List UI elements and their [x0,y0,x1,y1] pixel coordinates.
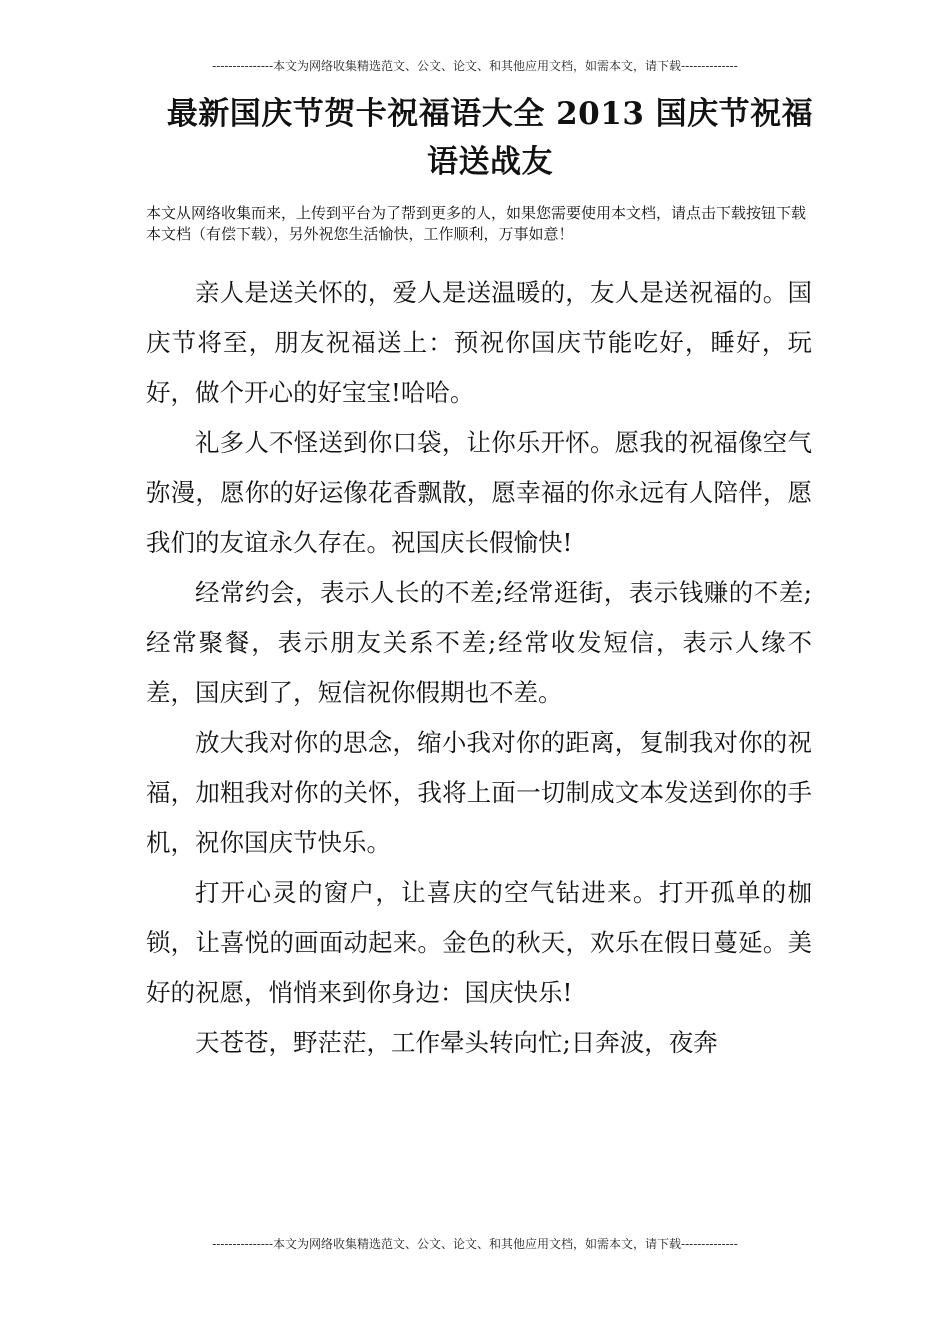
document-intro: 本文从网络收集而来，上传到平台为了帮到更多的人，如果您需要使用本文档，请点击下载按钮下载本文档（有偿下载），另外祝您生活愉快，工作顺利，万事如意！ [146,204,807,243]
header-banner: ---------------本文为网络收集精选范文、公文、论文、和其他应用文档，如需本文，请下载-------------- [212,59,738,73]
document-title: 最新国庆节贺卡祝福语大全 2013 国庆节祝福语送战友 [166,96,814,180]
paragraph: 天苍苍，野茫茫，工作晕头转向忙;日奔波，夜奔 [195,1028,718,1057]
paragraph: 礼多人不怪送到你口袋，让你乐开怀。愿我的祝福像空气弥漫，愿你的好运像花香飘散，愿幸福的你永远有人陪伴，愿我们的友谊永久存在。祝国庆长假愉快! [146,428,812,557]
document-body [146,268,812,1068]
paragraph: 打开心灵的窗户，让喜庆的空气钻进来。打开孤单的枷锁，让喜悦的画面动起来。金色的秋天，欢乐在假日蔓延。美好的祝愿，悄悄来到你身边：国庆快乐! [146,878,812,1007]
paragraph: 亲人是送关怀的，爱人是送温暖的，友人是送祝福的。国庆节将至，朋友祝福送上：预祝你国庆节能吃好，睡好，玩好，做个开心的好宝宝!哈哈。 [146,278,812,407]
paragraph: 放大我对你的思念，缩小我对你的距离，复制我对你的祝福，加粗我对你的关怀，我将上面一切制成文本发送到你的手机，祝你国庆节快乐。 [146,728,812,857]
footer-banner: ---------------本文为网络收集精选范文、公文、论文、和其他应用文档，如需本文，请下载-------------- [212,1237,738,1251]
paragraph: 经常约会，表示人长的不差;经常逛街，表示钱赚的不差;经常聚餐，表示朋友关系不差;经常收发短信，表示人缘不差，国庆到了，短信祝你假期也不差。 [146,578,812,707]
